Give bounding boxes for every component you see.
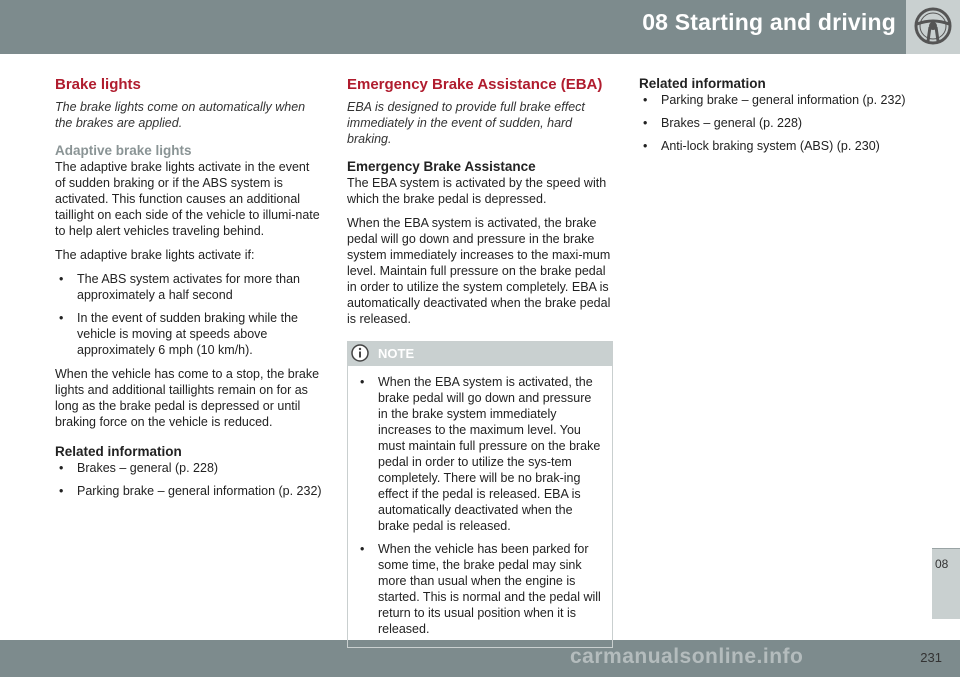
paragraph: The adaptive brake lights activate in the event of sudden braking or if the ABS system is activated. This function causes an additional taillight on each side of the vehicle to illumi-nate to help alert vehicles traveling behind. [55,160,320,238]
section-intro: EBA is designed to provide full brake effect immediately in the event of sudden, hard braking. [347,100,585,146]
related-list [639,92,907,154]
page-header [0,0,960,54]
steering-wheel-icon [913,6,953,46]
related-heading: Related information [639,76,766,91]
related-link[interactable]: • Parking brake – general information (p. 232) [55,483,323,499]
list-item: • In the event of sudden braking while the vehicle is moving at speeds above approximately 6 mph (10 km/h). [55,310,323,358]
note-title: NOTE [378,346,415,361]
paragraph: The EBA system is activated by the speed with which the brake pedal is depressed. [347,176,607,206]
chapter-title: 08 Starting and driving [642,9,896,35]
chapter-side-tab [932,548,960,619]
related-link[interactable]: • Brakes – general (p. 228) [639,115,907,131]
paragraph: When the vehicle has come to a stop, the brake lights and additional taillights remain on for as long as the brake pedal is depressed or until braking force on the vehicle is reduced. [55,367,320,429]
column-related [639,76,907,162]
related-list [55,460,323,499]
column-eba [347,76,615,648]
subheading: Adaptive brake lights [55,143,192,158]
related-link[interactable]: • Parking brake – general information (p. 232) [639,92,907,108]
list-item: • When the EBA system is activated, the brake pedal will go down and pressure in the brake system immediately increases to the maximum level. You must maintain full pressure on the brake pedal in order to utilize the sys-tem completely. There will be no brak-ing effect if the pedal is released. EBA is automatically deactivated when the brake pedal is released. [356,374,604,534]
section-title: Brake lights [55,76,141,93]
paragraph: The adaptive brake lights activate if: [55,248,255,262]
watermark: carmanualsonline.info [570,645,804,668]
chapter-tab-label: 08 [935,557,949,571]
section-title: Emergency Brake Assistance (EBA) [347,76,603,93]
section-intro: The brake lights come on automatically when the brakes are applied. [55,100,306,130]
page-number: 231 [920,650,942,665]
paragraph: When the EBA system is activated, the brake pedal will go down and pressure in the brake system immediately increases to the maxi-mum level. Maintain full pressure on the brake pedal in order to utilize the system completely. EBA is automatically deactivated when the brake pedal is released. [347,216,611,326]
note-list [356,374,604,637]
subheading: Emergency Brake Assistance [347,159,536,174]
note-box [347,341,613,648]
column-brake-lights [55,76,323,507]
note-body [348,366,612,647]
list-item: • When the vehicle has been parked for some time, the brake pedal may sink more than usual when the engine is started. This is normal and the pedal will return to its usual position when it is released. [356,541,604,637]
chapter-icon-box [906,0,960,54]
note-header [348,342,612,366]
info-icon [351,344,369,362]
related-link[interactable]: • Anti-lock braking system (ABS) (p. 230) [639,138,907,154]
list-item: • The ABS system activates for more than approximately a half second [55,271,323,303]
related-link[interactable]: • Brakes – general (p. 228) [55,460,323,476]
bullet-list [55,271,323,358]
related-heading: Related information [55,444,182,459]
